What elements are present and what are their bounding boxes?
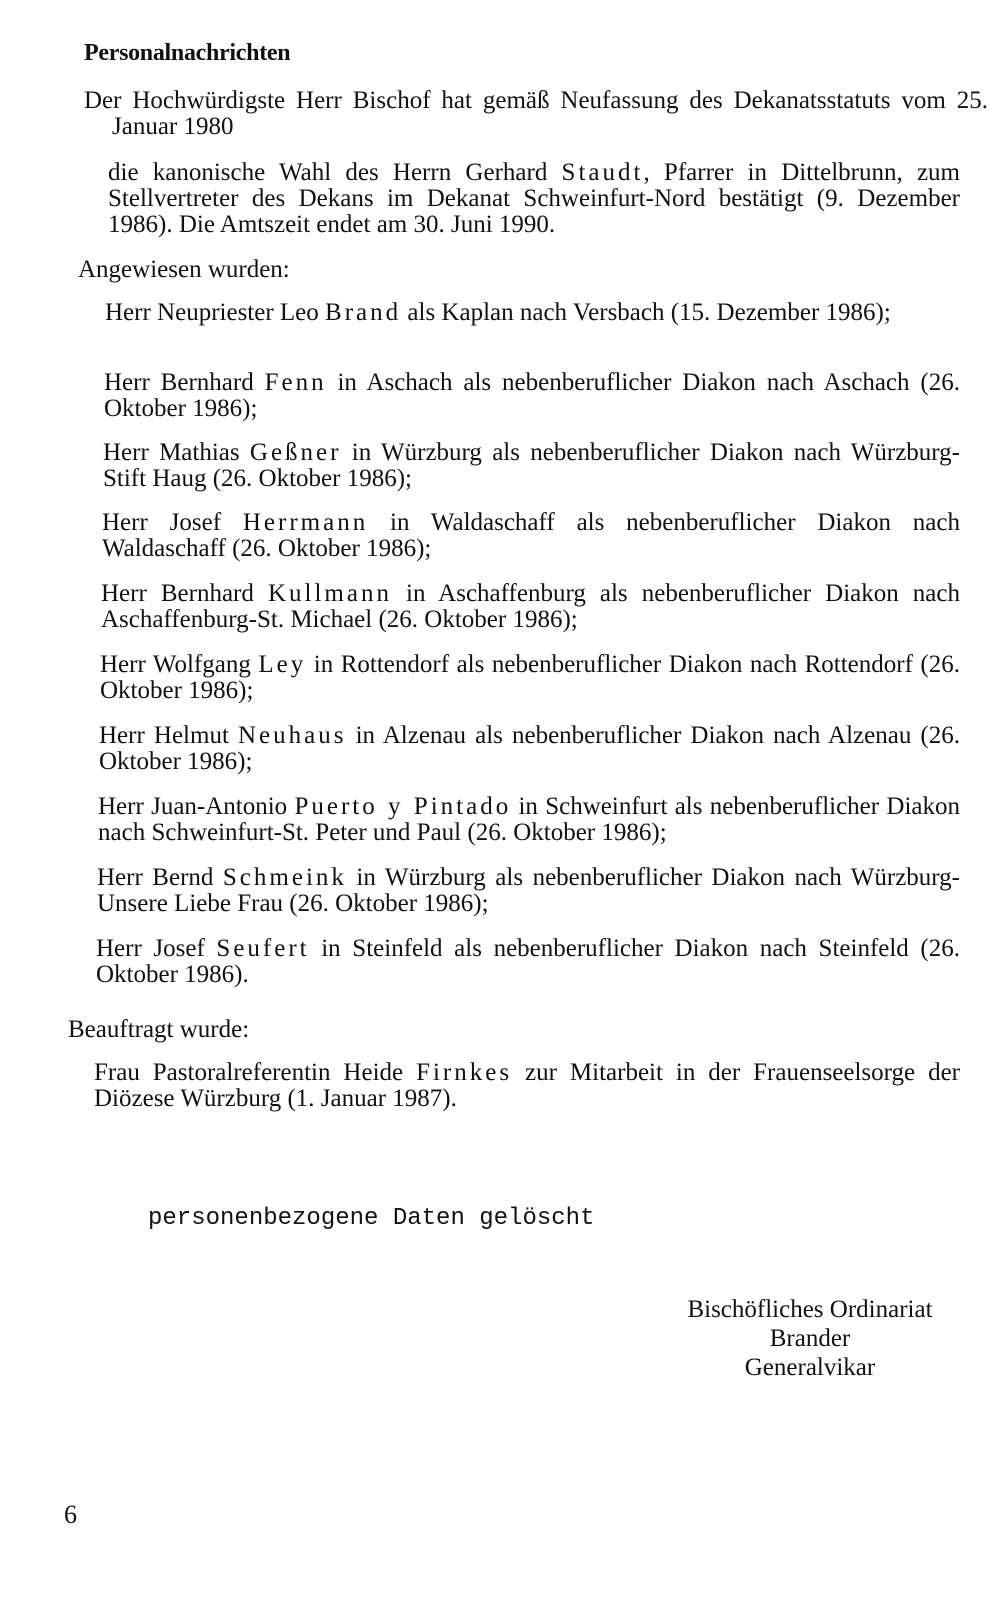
person-name: Seufert [216, 935, 310, 962]
assignment-item: Herr Helmut Neuhaus in Alzenau als nebenberuflicher Diakon nach Alzenau (26. Oktober 1986); [99, 722, 960, 775]
signature-name: Brander [769, 1325, 851, 1352]
signature-title: Generalvikar [744, 1354, 876, 1381]
person-name: Ley [258, 651, 307, 678]
person-name: Schmeink [222, 864, 347, 891]
intro-paragraph: Der Hochwürdigste Herr Bischof hat gemäß Neufassung des Dekanatsstatuts vom 25. Januar 1980 [84, 87, 988, 140]
commission-item: Frau Pastoralreferentin Heide Firnkes zur Mitarbeit in der Frauenseelsorge der Diözese Würzburg (1. Januar 1987). [94, 1059, 961, 1112]
deputy-dean-confirmation: die kanonische Wahl des Herrn Gerhard Staudt, Pfarrer in Dittelbrunn, zum Stellvertreter des Dekans im Dekanat Schweinfurt-Nord bestätigt (9. Dezember 1986). Die Amtszeit endet am 30. Juni 1990. [108, 159, 960, 238]
assignment-item: Herr Bernhard Kullmann in Aschaffenburg als nebenberuflicher Diakon nach Aschaffenburg-St. Michael (26. Oktober 1986); [101, 580, 960, 633]
assignment-item: Herr Bernd Schmeink in Würzburg als nebenberuflicher Diakon nach Würzburg-Unsere Liebe Frau (26. Oktober 1986); [97, 864, 960, 917]
person-name: Puerto y Pintado [294, 793, 512, 820]
person-name: Neuhaus [237, 722, 347, 749]
person-name: Firnkes [416, 1059, 513, 1086]
assignment-item: Herr Josef Herrmann in Waldaschaff als nebenberuflicher Diakon nach Waldaschaff (26. Oktober 1986); [102, 509, 960, 562]
assignment-item: Herr Juan-Antonio Puerto y Pintado in Schweinfurt als nebenberuflicher Diakon nach Schweinfurt-St. Peter und Paul (26. Oktober 1986); [98, 793, 960, 846]
person-name: Brand [325, 299, 402, 326]
assignment-item: Herr Josef Seufert in Steinfeld als nebenberuflicher Diakon nach Steinfeld (26. Oktober 1986). [96, 935, 960, 988]
person-name: Geßner [249, 439, 342, 466]
commission-label: Beauftragt wurde: [68, 1016, 250, 1043]
assignments-label: Angewiesen wurden: [78, 256, 290, 283]
section-heading: Personalnachrichten [84, 40, 291, 66]
person-name: Kullmann [267, 580, 392, 607]
person-name: Herrmann [242, 509, 369, 536]
signature-block [660, 1295, 960, 1382]
assignment-item: Herr Wolfgang Ley in Rottendorf als nebenberuflicher Diakon nach Rottendorf (26. Oktober 1986); [100, 651, 961, 704]
signature-office: Bischöfliches Ordinariat [687, 1296, 933, 1323]
assignment-item: Herr Mathias Geßner in Würzburg als nebenberuflicher Diakon nach Würzburg-Stift Haug (26. Oktober 1986); [103, 439, 960, 492]
assignment-item: Herr Bernhard Fenn in Aschach als nebenberuflicher Diakon nach Aschach (26. Oktober 1986); [104, 369, 960, 422]
person-name: Fenn [264, 369, 327, 396]
page-number: 6 [64, 1500, 77, 1529]
redaction-note: personenbezogene Daten gelöscht [148, 1205, 595, 1232]
person-name: Staudt [561, 159, 644, 186]
assignment-item: Herr Neupriester Leo Brand als Kaplan nach Versbach (15. Dezember 1986); [105, 299, 891, 326]
